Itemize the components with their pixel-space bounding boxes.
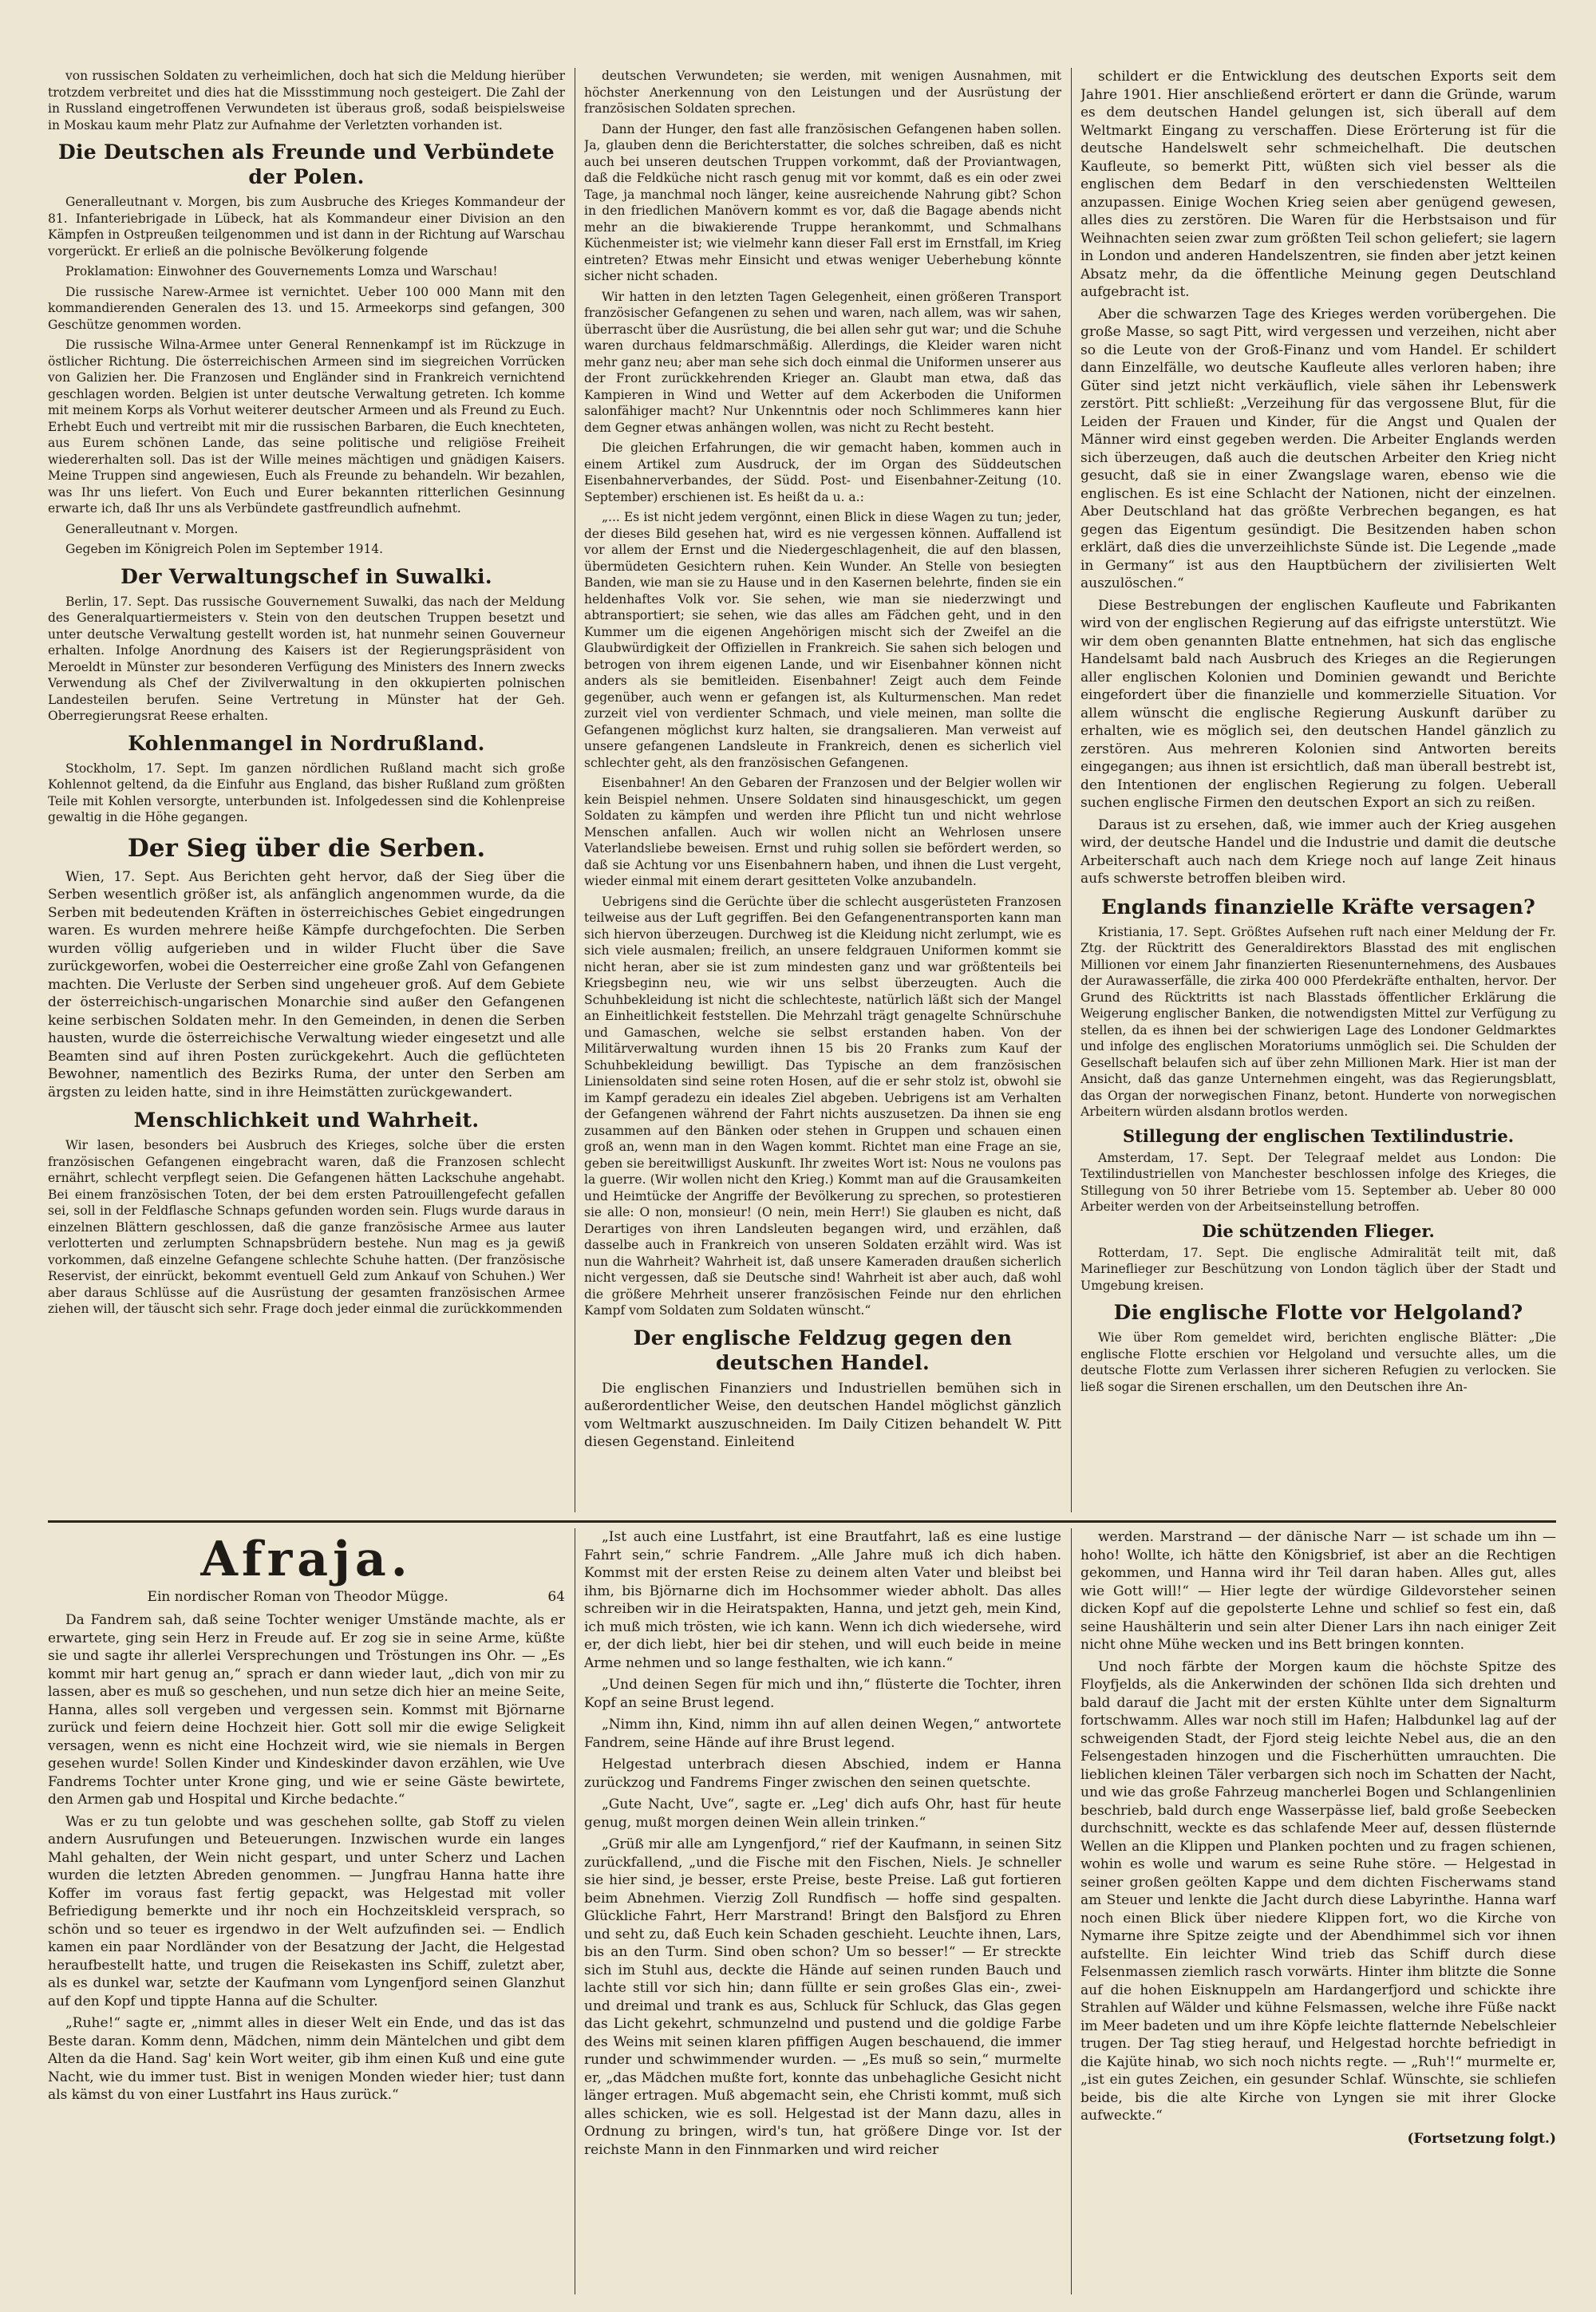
headline-textilindustrie: Stillegung der englischen Textilindustrie. (1122, 1125, 1515, 1146)
paragraph: Die russische Wilna-Armee unter General Rennenkampf ist im Rückzuge in östlicher Richtung. Die österreichischen Armeen sind im siegreichen Vorrücken von Galizien her. Die Franzosen und Engländer sind in Frankreich vernichtend geschlagen worden. Belgien ist unter deutsche Verwaltung getreten. Ich komme mit meinem Korps als Vorhut weiterer deutscher Armeen und als Freund zu Euch. Erhebt Euch und vertreibt mit mir die russischen Barbaren, die Euch knechteten, aus Eurem schönen Lande, das seine politische und religiöse Freiheit wiedererhalten soll. Das ist der Wille meines mächtigen und gnädigen Kaisers. Meine Truppen sind angewiesen, Euch als Freunde zu behandeln. Wir bezahlen, was Ihr uns liefert. Von Euch und Eurer bekannten ritterlichen Gesinnung erwarte ich, daß Ihr uns als Verbündete gastfreundlich aufnehmt. (48, 338, 565, 516)
serial-title: Afraja. (200, 1531, 413, 1587)
paragraph: Und noch färbte der Morgen kaum die höchste Spitze des Floyfjelds, als die Ankerwinden der schönen Ilda sich drehten und bald darauf die Jacht mit der ersten Kühlte unter dem Signalturm fortschwamm. Alles war noch still im Hafen; Halbdunkel lag auf der schweigenden Stadt, der Fjord steig leichte Nebel aus, die an den Felsengestaden hinzogen und die Fischerhütten umrauchten. Die lieblichen kleinen Täler verbargen sich noch im Schatten der Nacht, und wie das große Fahrzeug mancherlei Bogen und Schlangenlinien beschrieb, bald durch enge Wasserpässe lief, bald große Seebecken durchschnitt, weckte es das schlafende Meer auf, dessen flüsternde Wellen an die Klippen und Planken pochten und zu fragen schienen, wohin es wolle und warum es seine Ruhe störe. — Helgestad in seiner großen geölten Kappe und dem dichten Fischerwams stand am Steuer und lenkte die Jacht durch diese Labyrinthe. Hanna warf noch einen Blick über niedere Klippen fort, wo die Kirche von Nymarne ihre Spitze zeigte und der Abendhimmel sich vor ihnen aufstellte. Ein leichter Wind trieb das Schiff durch diese Felsenmassen ziemlich rasch vorwärts. Hinter ihm blitzte die Sonne auf die hohen Eisknuppeln am Hardangerfjord und schickte ihre Strahlen auf Wälder und kühne Felsmassen, welche ihre Füße nackt im Meer badeten und um ihre Köpfe leichte flatternde Nebelschleier trugen. Der Tag stieg herauf, und Helgestad horchte befriedigt in die Kajüte hinab, wo sich noch nichts regte. — „Ruh'!“ murmelte er, „ist ein gutes Zeichen, ein gesunder Schlaf. Wünschte, sie schliefen beide, bis die alte Kirche von Lyngen sie mit ihrer Glocke aufweckte.“ (1080, 1658, 1556, 2124)
serial-divider-2 (1071, 1528, 1072, 2294)
paragraph: Dann der Hunger, den fast alle französischen Gefangenen haben sollen. Ja, glauben denn die Berichterstatter, die solches schreiben, daß es nicht auch bei unseren deutschen Truppen vorkommt, daß der Proviantwagen, daß die Feldküche nicht rasch genug mit vor kommt, daß es ein oder zwei Tage, ja manchmal noch länger, keine ausreichende Nahrung gibt? Schon in den friedlichen Manövern kommt es vor, daß die Bagage abends nicht mehr an die biwakierende Truppe herankommt, und Schmalhans Küchenmeister ist; wie vielmehr kann dieser Fall erst im Ernstfall, im Krieg eintreten? Etwas mehr Einsicht und etwas weniger Ueberhebung könnte sicher nicht schaden. (584, 121, 1061, 283)
headline-menschlichkeit: Menschlichkeit und Wahrheit. (133, 1109, 480, 1132)
column-2 (584, 68, 1061, 1512)
paragraph: Wir lasen, besonders bei Ausbruch des Krieges, solche über die ersten französischen Gefangenen eingebracht waren, daß die Franzosen schlecht ernährt, schlecht verpflegt seien. Die Gefangenen hätten Lackschuhe angehabt. Bei einem französischen Toten, der bei dem ersten Patrouillengefecht gefallen sei, soll in der Feldflasche Schnaps gefunden worden sein. Flugs wurde daraus in einzelnen Blättern geschlossen, daß die ganze französische Armee aus lauter verlotterten und zerlumpten Schnapsbrüdern bestehe. Nun mag es ja gewiß vorkommen, daß einzelne Gefangene schlechte Schuhe hatten. (Der französische Reservist, der einrückt, bekommt eventuell Geld zum Ankauf von Schuhen.) Wer aber daraus Schlüsse auf die Ausrüstung der gesamten französischen Armee ziehen will, der täuscht sich sehr. Frage doch jeder einmal die zurückkommenden (48, 1138, 565, 1316)
headline-feldzug-handel: Der englische Feldzug gegen den deutschen Handel. (633, 1326, 1013, 1374)
serial-number: 64 (547, 1589, 565, 1605)
paragraph: Berlin, 17. Sept. Das russische Gouvernement Suwalki, das nach der Meldung des Generalquartiermeisters v. Stein von den deutschen Truppen besetzt und unter deutsche Verwaltung gestellt worden ist, hat nunmehr seinen Gouverneur erhalten. Infolge Anordnung des Kaisers ist der Regierungspräsident von Meroeldt in Münster zur besonderen Verfügung des Ministers des Innern zwecks Verwendung als Chef der Zivilverwaltung in den okkupierten polnischen Landesteilen berufen. Seine Vertretung in Münster hat der Geh. Oberregierungsrat Reese erhalten. (48, 594, 565, 723)
paragraph: Kristiania, 17. Sept. Größtes Aufsehen ruft nach einer Meldung der Fr. Ztg. der Rücktritt des Generaldirektors Blasstad des mit englischen Millionen vor einem Jahr finanzierten Riesenunternehmens, des Ausbaues der Aurawasserfälle, die zirka 400 000 Pferdekräfte enthalten, hervor. Der Grund des Rücktritts ist nach Blasstads öffentlicher Erklärung die Weigerung englischer Banken, die notwendigsten Mittel zur Verfügung zu stellen, da es ihnen bei der schwierigen Lage des Londoner Geldmarktes und infolge des englischen Moratoriums unmöglich sei. Die Schulden der Gesellschaft belaufen sich auf über zehn Millionen Mark. Hier ist man der Ansicht, daß das ganze Unternehmen eingeht, was das Regierungsblatt, das Organ der norwegischen Finanz, betont. Hunderte von norwegischen Arbeitern würden alsdann brotlos werden. (1080, 924, 1556, 1119)
column-3 (1080, 68, 1556, 1512)
paragraph: Da Fandrem sah, daß seine Tochter weniger Umstände machte, als er erwartete, ging sein Herz in Freude auf. Er zog sie in seine Arme, küßte sie und sagte ihr allerlei Versprechungen und Tröstungen ins Ohr. — „Es kommt mir hart genug an,“ sprach er dann wieder laut, „dich von mir zu lassen, aber es muß so geschehen, und nun setze dich hier an meine Seite, Hanna, alles soll vergeben und vergessen sein. Kommst mit Björnarne zurück und feiern deine Hochzeit hier. Gott soll mir die ewige Seligkeit versagen, wenn es nicht eine Hochzeit wird, wie sie niemals in Bergen gesehen wurde! Sollen Kinder und Kindeskinder davon erzählen, wie Uve Fandrems Tochter unter Krone ging, und wie er seine Gäste bewirtete, den Armen gab und Hospital und Kirche bedachte.“ (48, 1612, 565, 1808)
serial-byline (48, 1587, 565, 1607)
paragraph: Generalleutnant v. Morgen. (65, 521, 239, 536)
headline-helgoland: Die englische Flotte vor Helgoland? (1113, 1301, 1523, 1324)
paragraph: Generalleutnant v. Morgen, bis zum Ausbruche des Krieges Kommandeur der 81. Infanteriebrigade in Lübeck, hat als Kommandeur einer Division an den Kämpfen in Ostpreußen teilgenommen und ist dann in der Richtung auf Warschau vorgerückt. Er erließ an die polnische Bevölkerung folgende (48, 195, 565, 259)
serial-column-1 (48, 1528, 565, 2294)
headline-sieg-serben: Der Sieg über die Serben. (127, 833, 486, 863)
headline-suwalki: Der Verwaltungschef in Suwalki. (120, 564, 492, 588)
paragraph: schildert er die Entwicklung des deutschen Exports seit dem Jahre 1901. Hier anschließend erörtert er dann die Gründe, warum es dem deutschen Handel gelungen ist, sich überall auf dem Weltmarkt Eingang zu verschaffen. Diese Erörterung ist für die deutsche Handelswelt sehr schmeichelhaft. Die deutschen Kaufleute, so bemerkt Pitt, wüßten sich viel besser als die englischen dem Bedarf in den verschiedensten Weltteilen anzupassen. Einige Wochen Krieg seien aber genügend gewesen, alles dies zu zerstören. Die Waren für die Herbstsaison und für Weihnachten seien zwar zum größten Teil schon geliefert; sie lagern in London und anderen Handelszentren, sie finden aber jetzt keinen Absatz mehr, da die öffentliche Meinung gegen Deutschland aufgebracht ist. (1080, 69, 1556, 300)
paragraph: „Und deinen Segen für mich und ihn,“ flüsterte die Tochter, ihren Kopf an seine Brust legend. (584, 1677, 1061, 1711)
paragraph: „Ist auch eine Lustfahrt, ist eine Brautfahrt, laß es eine lustige Fahrt sein,“ schrie Fandrem. „Alle Jahre muß ich dich haben. Kommst mit der ersten Reise zu deinem alten Vater und bleibst bei ihm, bis Björnarne dich im Hochsommer wieder abholt. Das alles schreiben wir in die Heiratspakten, Hanna, und jetzt geh, mein Kind, ich muß mich trösten, wie ich kann. Wenn ich dich wiedersehe, wird er, der dich liebt, hier bei dir stehen, und will euch beide in meine Arme nehmen und so lange festhalten, wie ich kann.“ (584, 1529, 1061, 1671)
paragraph: Diese Bestrebungen der englischen Kaufleute und Fabrikanten wird von der englischen Regierung auf das eifrigste unterstützt. Wie wir dem oben genannten Blatte entnehmen, hat sich das englische Handelsamt bald nach Ausbruch des Krieges an die Regierungen aller englischen Kolonien und Dominien gewandt und Berichte eingefordert über die finanzielle und kommerzielle Situation. Vor allem wünscht die englische Regierung Auskunft darüber zu erhalten, wie es möglich sei, den deutschen Handel gänzlich zu zerstören. Aus mehreren Kolonien sind Antworten bereits eingegangen; aus ihnen ist ersichtlich, daß man überall bestrebt ist, den Intentionen der englischen Regierung zu folgen. Ueberall suchen englische Firmen den deutschen Export an sich zu reißen. (1080, 597, 1556, 811)
serial-column-2 (584, 1528, 1061, 2294)
paragraph: Amsterdam, 17. Sept. Der Telegraaf meldet aus London: Die Textilindustriellen von Manchester beschlossen infolge des Krieges, die Stillegung von 50 ihrer Betriebe vom 15. September ab. Ueber 80 000 Arbeiter werden von der Arbeitseinstellung betroffen. (1080, 1150, 1556, 1214)
paragraph: „Ruhe!“ sagte er, „nimmt alles in dieser Welt ein Ende, und das ist das Beste daran. Komm denn, Mädchen, nimm dein Mäntelchen und gibt dem Alten da die Hand. Sag' kein Wort weiter, gib ihm einen Kuß und eine gute Nacht, wie du immer tust. Bist in wenigen Monden wieder hier; tust dann als kämst du von einer Lustfahrt ins Haus zurück.“ (48, 2015, 565, 2103)
feuilleton-separator (48, 1520, 1556, 1523)
paragraph: Was er zu tun gelobte und was geschehen sollte, gab Stoff zu vielen andern Ausrufungen und Beteuerungen. Inzwischen wurde ein langes Mahl gehalten, der Wein nicht gespart, und unter Scherz und Lachen wurden die letzten Abreden genommen. — Jungfrau Hanna hatte ihre Koffer im voraus fast fertig gepackt, was Helgestad mit voller Befriedigung bemerkte und ihr noch ein Hochzeitskleid versprach, so schön und so teuer es irgendwo in der Welt aufzufinden sei. — Endlich kamen ein paar Nordländer von der Besatzung der Jacht, die Helgestad heraufbestellt hatte, und trugen die Reisekasten ins Schiff, zuletzt aber, als es dunkel war, setzte der Kaufmann vom Lyngenfjord seinen Glanzhut auf den Kopf und tippte Hanna auf die Schulter. (48, 1813, 565, 2010)
column-divider-2 (1071, 68, 1072, 1512)
column-1 (48, 68, 565, 1512)
paragraph: „Gute Nacht, Uve“, sagte er. „Leg' dich aufs Ohr, hast für heute genug, mußt morgen deinen Wein allein trinken.“ (584, 1796, 1061, 1831)
paragraph: Daraus ist zu ersehen, daß, wie immer auch der Krieg ausgehen wird, der deutsche Handel und die Industrie und damit die deutsche Arbeiterschaft auch nach dem Kriege noch auf lange Zeit hinaus aufs schwerste betroffen bleiben wird. (1080, 816, 1556, 887)
continued-note: (Fortsetzung folgt.) (1407, 2130, 1556, 2147)
paragraph: Helgestad unterbrach diesen Abschied, indem er Hanna zurückzog und Fandrems Finger zwischen den seinen quetschte. (584, 1757, 1061, 1791)
paragraph: Wien, 17. Sept. Aus Berichten geht hervor, daß der Sieg über die Serben wesentlich größer ist, als anfänglich angenommen wurde, da die Serben mit bedeutenden Kräften in österreichisches Gebiet eingedrungen waren. Es wurden mehrere heiße Kämpfe durchgefochten. Die Serben wurden völlig aufgerieben und in wilder Flucht über die Save zurückgeworfen, wobei die Oesterreicher eine große Zahl von Gefangenen machten. Die Verluste der Serben sind ungeheuer groß. Auf dem Gebiete der österreichisch-ungarischen Monarchie sind außer den Gefangenen keine serbischen Soldaten mehr. In den Gemeinden, in denen die Serben hausten, wurde die österreichische Verwaltung wieder eingesetzt und alle Beamten sind auf ihren Posten zurückgekehrt. Auch die geflüchteten Bewohner, namentlich des Bezirks Ruma, der unter den Serben am ärgsten zu leiden hatte, sind in ihre Heimstätten zurückgewandert. (48, 868, 565, 1101)
paragraph: „Grüß mir alle am Lyngenfjord,“ rief der Kaufmann, in seinen Sitz zurückfallend, „und die Fische mit den Fischen, Niels. Je schneller sie hier sind, je besser, erste Preise, beste Preise. Laß gut fortieren beim Abnehmen. Vierzig Zoll Rundfisch — hoffe sind gespalten. Glückliche Fahrt, Herr Marstrand! Bringt den Balsfjord zu Ehren und seht zu, daß Euch kein Schaden geschieht. Leuchte ihnen, Lars, bis an den Turm. Sind oben schon? Um so besser!“ — Er streckte sich im Stuhl aus, deckte die Hände auf seinen runden Bauch und lachte still vor sich hin; dann füllte er sein großes Glas ein-, zwei- und dreimal und trank es aus, Schluck für Schluck, das Glas gegen das Licht gekehrt, schmunzelnd und pustend und die goldige Farbe des Weins mit seinen klaren pfiffigen Augen beschauend, die immer runder und schwimmender wurden. — „Es muß so sein,“ murmelte er, „das Mädchen mußte fort, konnte das unbehagliche Gesicht nicht länger ertragen. Muß abgemacht sein, ehe Christi kommt, muß sich alles schicken, wie es soll. Helgestad ist der Mann dazu, alles in Ordnung zu bringen, wird's tun, hat größere Dinge vor. Ist der reichste Mann in den Finnmarken und wird reicher (584, 1836, 1061, 2158)
paragraph: Gegeben im Königreich Polen im September 1914. (65, 542, 384, 556)
serial-column-3 (1080, 1528, 1556, 2294)
paragraph: Die russische Narew-Armee ist vernichtet. Ueber 100 000 Mann mit den kommandierenden Generalen des 13. und 15. Armeekorps sind gefangen, 300 Geschütze genommen worden. (48, 284, 565, 332)
paragraph: Die englischen Finanziers und Industriellen bemühen sich in außerordentlicher Weise, den deutschen Handel möglichst gänzlich vom Weltmarkt auszuschneiden. Im Daily Citizen behandelt W. Pitt diesen Gegenstand. Einleitend (584, 1380, 1061, 1450)
headline-flieger: Die schützenden Flieger. (1202, 1220, 1435, 1241)
paragraph: Uebrigens sind die Gerüchte über die schlecht ausgerüsteten Franzosen teilweise aus der Luft gegriffen. Bei den Gefangenentransporten kann man sich hiervon überzeugen. Durchweg ist die Kleidung nicht zerlumpt, wie es sich viele ausmalen; freilich, an unsere feldgrauen Uniformen kommt sie nicht heran, aber sie ist zum mindesten ganz und war größtenteils bei Kriegsbeginn neu, wie wir uns selbst überzeugten. Auch die Schuhbekleidung ist nicht die schlechteste, natürlich läßt sich der Mangel an Einheitlichkeit feststellen. Die Mehrzahl trägt genagelte Schnürschuhe und Gamaschen, welche sie selbst erstanden haben. Von der Militärverwaltung wurden ihnen 15 bis 20 Franks zum Kauf der Schuhbekleidung bewilligt. Das Typische an dem französischen Liniensoldaten sind seine roten Hosen, auf die er sehr stolz ist, obwohl sie im Kampf geradezu ein ideales Ziel abgeben. Uebrigens ist am Verhalten der Gefangenen während der Fahrt nichts auszusetzen. Da ihnen sie eng zusammen auf den Bänken oder stehen in Gruppen und schauen einen groß an, wenn man in den Wagen kommt. Richtet man eine Frage an sie, geben sie bereitwilligst Auskunft. Ihr zweites Wort ist: Nous ne voulons pas la guerre. (Wir wollen nicht den Krieg.) Kommt man auf die Grausamkeiten und Heimtücke der Angriffe der Bevölkerung zu sprechen, so protestieren sie alle: O non, monsieur! (O nein, mein Herr!) Sie glauben es nicht, daß Derartiges von ihren Landsleuten begangen wird, und erzählen, daß dasselbe auch in Frankreich von unseren Soldaten erzählt wird. Was ist nun die Wahrheit? Wahrheit ist, daß unsere Kameraden draußen sicherlich nicht vergessen, daß sie Deutsche sind! Wahrheit ist aber auch, daß wohl die größere Mehrheit unserer französischen Feinde nur den ehrlichen Kampf vom Soldaten zum Soldaten wünscht.“ (584, 894, 1061, 1318)
paragraph: Wie über Rom gemeldet wird, berichten englische Blätter: „Die englische Flotte erschien vor Helgoland und versuchte alles, um die deutsche Flotte zum Verlassen ihrer sicheren Refugien zu verlocken. Sie ließ sogar die Sirenen erschallen, um den Deutschen ihre An- (1080, 1330, 1556, 1394)
paragraph: deutschen Verwundeten; sie werden, mit wenigen Ausnahmen, mit höchster Anerkennung von den Leistungen und der Ausrüstung der französischen Soldaten sprechen. (584, 69, 1061, 116)
paragraph: Stockholm, 17. Sept. Im ganzen nördlichen Rußland macht sich große Kohlennot geltend, da die Einfuhr aus England, das bisher Rußland zum größten Teile mit Kohlen versorgte, unterbunden ist. Infolgedessen sind die Kohlenpreise gewaltig in die Höhe gegangen. (48, 761, 565, 824)
paragraph: Die gleichen Erfahrungen, die wir gemacht haben, kommen auch in einem Artikel zum Ausdruck, der im Organ des Süddeutschen Eisenbahnerverbandes, der Südd. Post- und Eisenbahner-Zeitung (10. September) erschienen ist. Es heißt da u. a.: (584, 441, 1061, 504)
paragraph: werden. Marstrand — der dänische Narr — ist schade um ihn — hoho! Wollte, ich hätte den Königsbrief, ist aber an die Rechtigen gekommen, und Hanna wird ihr Teil daran haben. Alles gut, alles wie Gott will!“ — Hier legte der würdige Gildevorsteher seinen dicken Kopf auf die gepolsterte Lehne und schlief so fest ein, daß seine Haushälterin und sein alter Diener Lars ihn nach einiger Zeit nicht ohne Mühe wecken und ins Bett bringen konnten. (1080, 1529, 1556, 1653)
paragraph: Wir hatten in den letzten Tagen Gelegenheit, einen größeren Transport französischer Gefangenen zu sehen und waren, nach allem, was wir sahen, überrascht über die Ausrüstung, die bei allen sehr gut war; und die Schuhe waren durchaus feldmarschmäßig. Allerdings, die Kleider waren nicht mehr ganz neu; aber man sehe sich doch einmal die Uniformen unserer aus der Front zurückkehrenden Krieger an. Glaubt man etwa, daß das Kampieren in Wind und Wetter auf dem Ackerboden die Uniformen salonfähiger macht? Nur Unkenntnis oder noch Schlimmeres kann hier dem Gegner etwas anhängen wollen, was nicht zu Recht besteht. (584, 289, 1061, 435)
headline-englands-finanzen: Englands finanzielle Kräfte versagen? (1100, 895, 1536, 919)
headline-polen: Die Deutschen als Freunde und Verbündete der Polen. (57, 140, 555, 188)
paragraph: von russischen Soldaten zu verheimlichen, doch hat sich die Meldung hierüber trotzdem verbreitet und dies hat die Missstimmung noch gesteigert. Die Zahl der in Russland eingetroffenen Verwundeten ist überaus groß, sodaß beispielsweise in Moskau kaum mehr Platz zur Aufnahme der Verletzten vorhanden ist. (48, 69, 565, 132)
paragraph: Eisenbahner! An den Gebaren der Franzosen und der Belgier wollen wir kein Beispiel nehmen. Unsere Soldaten sind hinausgeschickt, um gegen Soldaten zu kämpfen und werden ihre Pflicht tun und nicht wehrlose Menschen anfallen. Auch wir wollen nicht an Wehrlosen unsere Vaterlandsliebe beweisen. Ernst und ruhig sollen sie befördert werden, so daß sie Achtung vor uns Eisenbahnern haben, und ihnen die Lust vergeht, wieder einmal mit einem derart gesitteten Volke anzubandeln. (584, 776, 1061, 888)
serial-subtitle: Ein nordischer Roman von Theodor Mügge. (147, 1589, 448, 1605)
paragraph: Aber die schwarzen Tage des Krieges werden vorübergehen. Die große Masse, so sagt Pitt, wird vergessen und verzeihen, nicht aber so die Leute von der Groß-Finanz und vom Handel. Er schildert dann Einzelfälle, wo deutsche Kaufleute alles verloren haben; ihre Güter sind jetzt nicht verkäuflich, viele sähen ihr Lebenswerk zerstört. Pitt schließt: „Verzeihung für das vergossene Blut, für die Leiden der Frauen und Kinder, für die Angst und Qualen der Männer wird einst gegeben werden. Die Arbeiter Englands werden sich überzeugen, daß auch die deutschen Arbeiter den Krieg nicht gesucht, daß sie in einer Zwangslage waren, ebenso wie die englischen. Es ist eine Schlacht der Nationen, nicht der einzelnen. Aber Deutschland hat das größte Verbrechen begangen, es hat gegen das Eigentum gesündigt. Die Besitzenden haben schon erklärt, daß dies die unverzeihlichste Sünde ist. Die Legende „made in Germany“ ist aus den Hauptbüchern der zivilisierten Welt auszulöschen.“ (1080, 306, 1556, 591)
paragraph: „Nimm ihn, Kind, nimm ihn auf allen deinen Wegen,“ antwortete Fandrem, seine Hände auf ihre Brust legend. (584, 1717, 1061, 1751)
paragraph: Proklamation: Einwohner des Gouvernements Lomza und Warschau! (65, 264, 498, 279)
headline-kohlenmangel: Kohlenmangel in Nordrußland. (128, 731, 485, 755)
paragraph: „... Es ist nicht jedem vergönnt, einen Blick in diese Wagen zu tun; jeder, der dieses Bild gesehen hat, wird es nie vergessen können. Auffallend ist vor allem der Ernst und die Niedergeschlagenheit, die auf den blassen, übermüdeten Gesichtern ruhen. Kein Wunder. An Stelle von besiegten Banden, wie man sie zu Hause und in den Kasernen belehrte, finden sie ein heldenhaftes Volk vor. Sie sehen, wie man sie niederzwingt und abtransportiert; sie sehen, wie das alles am Fädchen geht, und in den Kummer um die eigenen Angehörigen mischt sich der Zweifel an die Glaubwürdigkeit der Offiziellen in Frankreich. Sie sahen sich belogen und betrogen von ihrem eigenen Lande, und wir Eisenbahner können nicht anders als sie bemitleiden. Eisenbahner! Zeigt auch dem Feinde gegenüber, auch wenn er gefangen ist, als Kulturmenschen. Man redet zurzeit viel von verdienter Schmach, und viele meinen, man sollte die Gefangenen möglichst kurz halten, sie drangsalieren. Man verweist auf unsere gefangenen Landsleute in Frankreich, denen es sicherlich viel schlechter geht, als den französischen Gefangenen. (584, 510, 1061, 770)
paragraph: Rotterdam, 17. Sept. Die englische Admiralität teilt mit, daß Marineflieger zur Beschützung von London täglich über der Stadt und Umgebung kreisen. (1080, 1245, 1556, 1293)
